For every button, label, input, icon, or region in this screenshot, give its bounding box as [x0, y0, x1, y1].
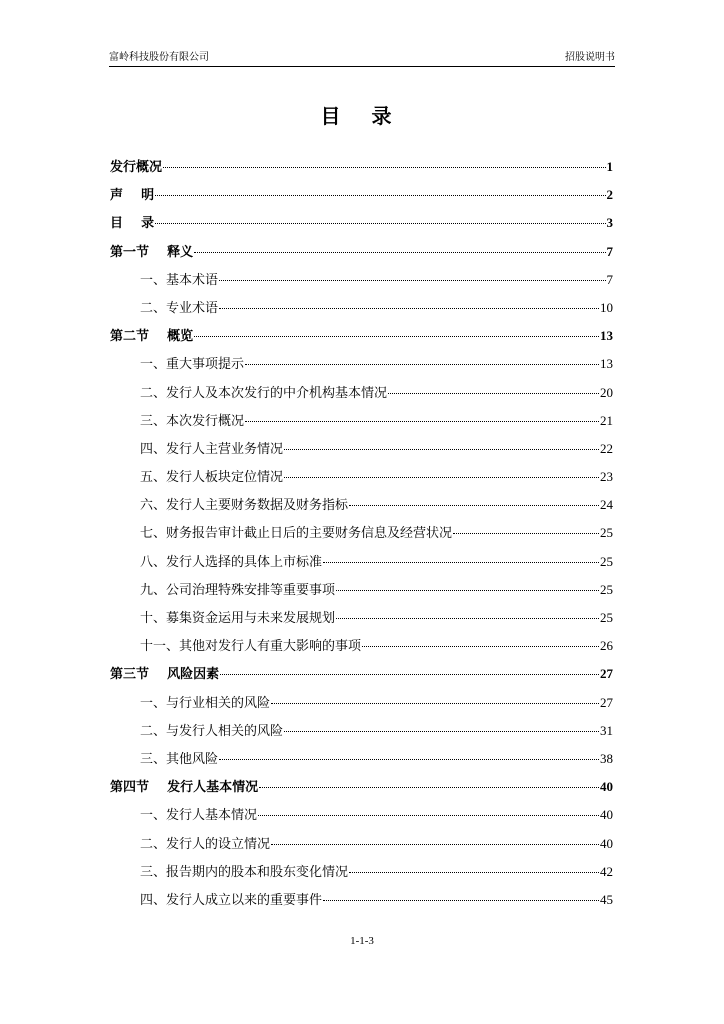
toc-entry-page: 26: [600, 638, 613, 654]
dot-leader: [388, 393, 599, 394]
toc-entry-label: 目 录: [110, 216, 155, 232]
toc-entry-label: 二、发行人及本次发行的中介机构基本情况: [140, 385, 388, 401]
dot-leader: [219, 280, 605, 281]
toc-subsection-entry[interactable]: [110, 353, 613, 381]
dot-leader: [362, 646, 599, 647]
toc-entry-page: 20: [600, 384, 613, 400]
page-header: [109, 50, 615, 67]
toc-subsection-entry[interactable]: [110, 466, 613, 494]
toc-subsection-entry[interactable]: [110, 889, 613, 917]
toc-subsection-entry[interactable]: [110, 579, 613, 607]
toc-entry-page: 25: [600, 525, 613, 541]
dot-leader: [194, 336, 599, 337]
toc-entry-label: 三、本次发行概况: [140, 413, 245, 429]
dot-leader: [349, 872, 599, 873]
toc-section-entry[interactable]: [110, 776, 613, 804]
toc-entry-label: 十一、其他对发行人有重大影响的事项: [140, 639, 362, 655]
dot-leader: [245, 364, 599, 365]
toc-entry-label: 三、报告期内的股本和股东变化情况: [140, 864, 349, 880]
dot-leader: [284, 477, 599, 478]
toc-subsection-entry[interactable]: [110, 804, 613, 832]
header-company-name: 富岭科技股份有限公司: [109, 52, 209, 63]
toc-entry-page: 38: [600, 750, 613, 766]
toc-entry-label: 二、专业术语: [140, 300, 219, 316]
toc-entry-page: 7: [606, 271, 613, 287]
dot-leader: [194, 252, 605, 253]
dot-leader: [336, 590, 599, 591]
toc-subsection-entry[interactable]: [110, 438, 613, 466]
toc-entry-page: 13: [600, 356, 613, 372]
toc-entry-page: 40: [600, 807, 613, 823]
toc-subsection-entry[interactable]: [110, 297, 613, 325]
dot-leader: [323, 562, 599, 563]
dot-leader: [245, 421, 599, 422]
toc-subsection-entry[interactable]: [110, 607, 613, 635]
toc-subsection-entry[interactable]: [110, 720, 613, 748]
toc-entry-page: 10: [600, 299, 613, 315]
toc-entry-page: 40: [600, 835, 613, 851]
toc-entry-page: 2: [606, 187, 613, 203]
toc-entry-label: 二、与发行人相关的风险: [140, 723, 284, 739]
toc-entry-page: 21: [600, 412, 613, 428]
toc-subsection-entry[interactable]: [110, 748, 613, 776]
dot-leader: [163, 167, 605, 168]
toc-entry-label: 四、发行人主营业务情况: [140, 441, 284, 457]
toc-entry-page: 42: [600, 863, 613, 879]
toc-section-entry[interactable]: [110, 241, 613, 269]
dot-leader: [284, 449, 599, 450]
dot-leader: [271, 703, 599, 704]
toc-entry-label: 四、发行人成立以来的重要事件: [140, 892, 323, 908]
toc-entry-label: 第二节 概览: [110, 329, 194, 345]
toc-title: 目 录: [320, 104, 404, 128]
toc-entry-page: 3: [606, 215, 613, 231]
toc-entry-page: 1: [606, 159, 613, 174]
toc-entry-label: 一、基本术语: [140, 272, 219, 288]
toc-entry-page: 25: [600, 610, 613, 625]
dot-leader: [323, 900, 599, 901]
toc-entry-page: 27: [600, 666, 613, 682]
toc-entry-page: 25: [600, 553, 613, 569]
toc-entry-page: 31: [600, 722, 613, 738]
toc-entry-page: 24: [600, 497, 613, 513]
toc-entry-label: 声 明: [110, 188, 155, 204]
toc-entry-label: 八、发行人选择的具体上市标准: [140, 554, 323, 570]
header-document-type: 招股说明书: [565, 52, 615, 63]
dot-leader: [453, 533, 599, 534]
toc-subsection-entry[interactable]: [110, 494, 613, 522]
toc-section-entry[interactable]: [110, 325, 613, 353]
dot-leader: [219, 308, 599, 309]
toc-entry-label: 一、重大事项提示: [140, 357, 245, 373]
toc-entry-label: 十、募集资金运用与未来发展规划: [140, 611, 336, 626]
toc-entry-page: 45: [600, 891, 613, 907]
toc-subsection-entry[interactable]: [110, 410, 613, 438]
dot-leader: [349, 505, 599, 506]
toc-section-entry[interactable]: [110, 212, 613, 240]
page-number: 1-1-3: [350, 935, 374, 947]
toc-subsection-entry[interactable]: [110, 522, 613, 550]
toc-entry-page: 25: [600, 581, 613, 597]
toc-subsection-entry[interactable]: [110, 635, 613, 663]
toc-entry-page: 27: [600, 694, 613, 710]
toc-entry-label: 第三节 风险因素: [110, 667, 220, 683]
toc-subsection-entry[interactable]: [110, 833, 613, 861]
dot-leader: [155, 223, 605, 224]
dot-leader: [155, 195, 605, 196]
toc-entry-label: 九、公司治理特殊安排等重要事项: [140, 582, 336, 598]
toc-entry-label: 二、发行人的设立情况: [140, 836, 271, 852]
toc-entry-label: 五、发行人板块定位情况: [140, 470, 284, 486]
dot-leader: [336, 618, 599, 619]
toc-subsection-entry[interactable]: [110, 382, 613, 410]
toc-entry-page: 13: [600, 328, 613, 344]
toc-entry-label: 第四节 发行人基本情况: [110, 780, 259, 796]
toc-entry-label: 一、与行业相关的风险: [140, 695, 271, 711]
toc-entry-page: 7: [606, 243, 613, 259]
dot-leader: [219, 759, 599, 760]
toc-subsection-entry[interactable]: [110, 269, 613, 297]
toc-section-entry[interactable]: [110, 156, 613, 184]
toc-entry-label: 三、其他风险: [140, 751, 219, 767]
toc-entry-page: 40: [600, 779, 613, 795]
toc-section-entry[interactable]: [110, 184, 613, 212]
toc-entry-label: 七、财务报告审计截止日后的主要财务信息及经营状况: [140, 526, 453, 542]
toc-subsection-entry[interactable]: [110, 861, 613, 889]
toc-entry-label: 一、发行人基本情况: [140, 808, 258, 824]
toc-entry-page: 23: [600, 469, 613, 485]
dot-leader: [220, 674, 599, 675]
dot-leader: [271, 844, 599, 845]
toc-subsection-entry[interactable]: [110, 692, 613, 720]
toc-entry-label: 六、发行人主要财务数据及财务指标: [140, 498, 349, 514]
toc-subsection-entry[interactable]: [110, 551, 613, 579]
toc-entry-label: 第一节 释义: [110, 244, 194, 260]
dot-leader: [259, 787, 599, 788]
toc-entry-page: 22: [600, 440, 613, 456]
toc-section-entry[interactable]: [110, 663, 613, 691]
dot-leader: [284, 731, 599, 732]
table-of-contents: [110, 156, 613, 917]
dot-leader: [258, 815, 599, 816]
toc-entry-label: 发行概况: [110, 160, 163, 175]
